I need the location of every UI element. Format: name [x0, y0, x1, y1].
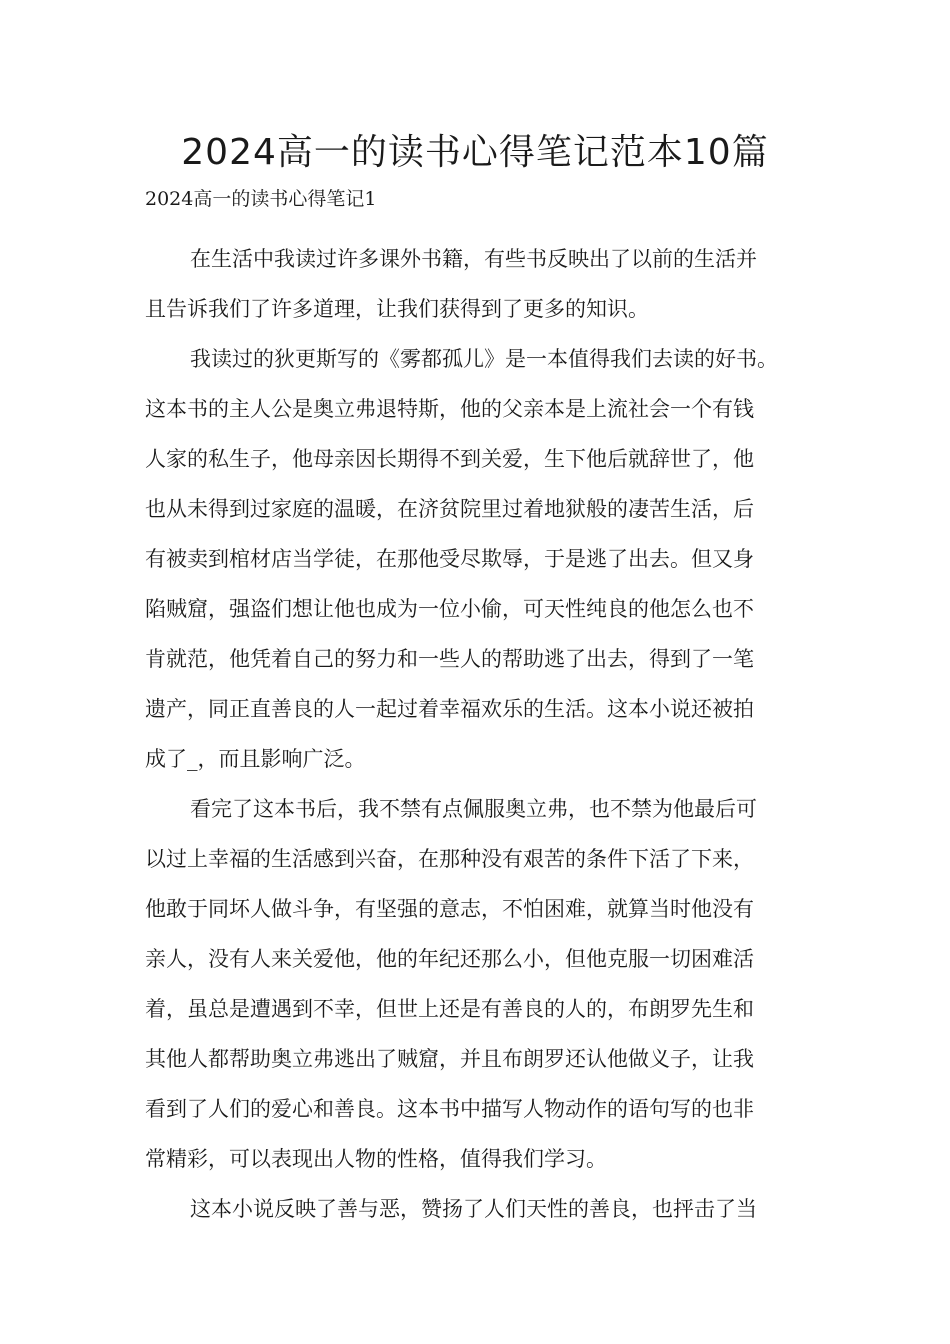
text-line: 遗产，同正直善良的人一起过着幸福欢乐的生活。这本小说还被拍 [145, 697, 754, 721]
text-line: 人家的私生子，他母亲因长期得不到关爱，生下他后就辞世了，他 [145, 447, 754, 471]
text-line: 成了_，而且影响广泛。 [145, 747, 366, 771]
text-line: 我读过的狄更斯写的《雾都孤儿》是一本值得我们去读的好书。 [190, 347, 778, 371]
text-line: 这本小说反映了善与恶，赞扬了人们天性的善良，也抨击了当 [190, 1197, 757, 1221]
text-line: 看到了人们的爱心和善良。这本书中描写人物动作的语句写的也非 [145, 1097, 754, 1121]
text-line: 且告诉我们了许多道理，让我们获得到了更多的知识。 [145, 297, 649, 321]
text-line: 有被卖到棺材店当学徒，在那他受尽欺辱，于是逃了出去。但又身 [145, 547, 754, 571]
text-line: 看完了这本书后，我不禁有点佩服奥立弗，也不禁为他最后可 [190, 797, 757, 821]
text-line: 着，虽总是遭遇到不幸，但世上还是有善良的人的，布朗罗先生和 [145, 997, 754, 1021]
text-line: 这本书的主人公是奥立弗退特斯，他的父亲本是上流社会一个有钱 [145, 397, 754, 421]
text-line: 亲人，没有人来关爱他，他的年纪还那么小，但他克服一切困难活 [145, 947, 754, 971]
text-line: 也从未得到过家庭的温暖，在济贫院里过着地狱般的凄苦生活，后 [145, 497, 754, 521]
text-line: 常精彩，可以表现出人物的性格，值得我们学习。 [145, 1147, 607, 1171]
text-line: 其他人都帮助奥立弗逃出了贼窟，并且布朗罗还认他做义子，让我 [145, 1047, 754, 1071]
text-line: 陷贼窟，强盗们想让他也成为一位小偷，可天性纯良的他怎么也不 [145, 597, 754, 621]
text-line: 在生活中我读过许多课外书籍，有些书反映出了以前的生活并 [190, 247, 757, 271]
section-heading: 2024高一的读书心得笔记1 [145, 188, 377, 210]
text-line: 肯就范，他凭着自己的努力和一些人的帮助逃了出去，得到了一笔 [145, 647, 754, 671]
text-line: 他敢于同坏人做斗争，有坚强的意志，不怕困难，就算当时他没有 [145, 897, 754, 921]
body-text [145, 234, 810, 1234]
text-line: 以过上幸福的生活感到兴奋，在那种没有艰苦的条件下活了下来， [145, 847, 754, 871]
document-title: 2024高一的读书心得笔记范本10篇 [181, 132, 769, 173]
